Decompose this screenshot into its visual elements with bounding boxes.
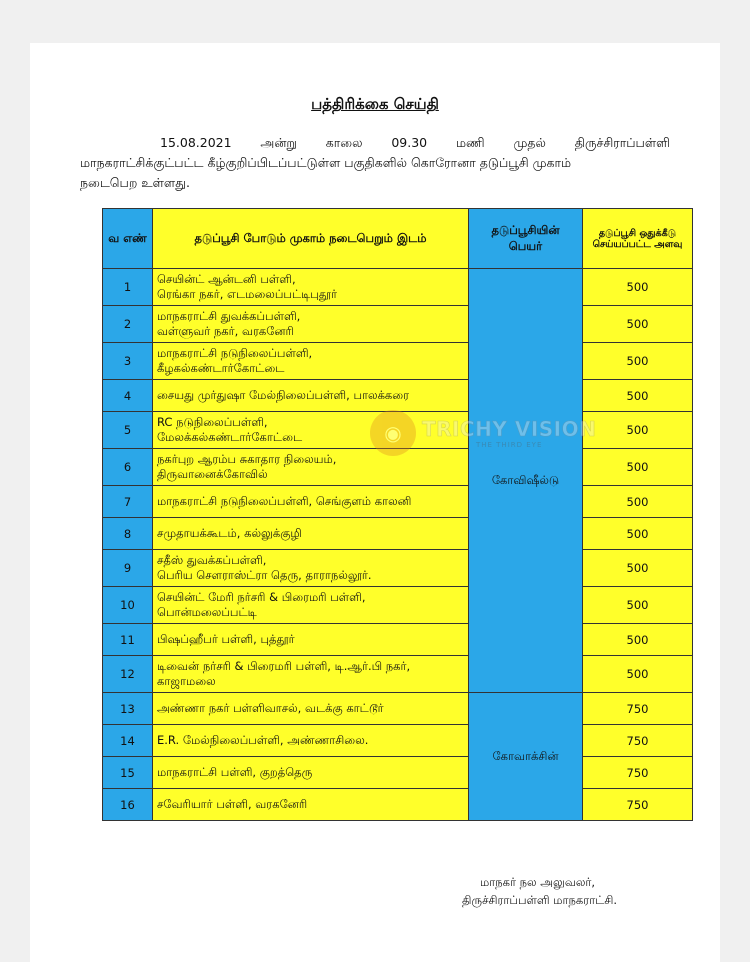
allocated-quantity-cell: 500 bbox=[583, 380, 693, 412]
header-camp-location: தடுப்பூசி போடும் முகாம் நடைபெறும் இடம் bbox=[153, 209, 469, 269]
camp-location-cell bbox=[153, 725, 469, 757]
serial-number-cell: 2 bbox=[103, 306, 153, 343]
table-row bbox=[103, 486, 693, 518]
table-header-row bbox=[103, 209, 693, 269]
location-line-2: ரெங்கா நகர், எடமலைப்பட்டிபுதூர் bbox=[157, 287, 337, 301]
camp-location-cell bbox=[153, 486, 469, 518]
camp-location-cell bbox=[153, 306, 469, 343]
table-row bbox=[103, 380, 693, 412]
allocated-quantity-cell: 500 bbox=[583, 550, 693, 587]
location-line-1: பிஷப்ஹீபர் பள்ளி, புத்தூர் bbox=[157, 632, 295, 646]
table-row bbox=[103, 624, 693, 656]
table-row bbox=[103, 725, 693, 757]
location-line-2: கீழகல்கண்டார்கோட்டை bbox=[157, 361, 285, 375]
location-line-1: டிவைன் நர்சரி & பிரைமரி பள்ளி, டி.ஆர்.பி நகர், bbox=[157, 659, 411, 673]
intro-word: காலை bbox=[325, 135, 363, 150]
location-line-2: பெரிய சௌராஸ்ட்ரா தெரு, தாராநல்லூர். bbox=[157, 568, 372, 582]
serial-number-cell: 14 bbox=[103, 725, 153, 757]
signature-block bbox=[462, 873, 617, 909]
camp-location-cell bbox=[153, 789, 469, 821]
table-row bbox=[103, 343, 693, 380]
camp-location-cell bbox=[153, 343, 469, 380]
header-vaccine-name: தடுப்பூசியின் பெயர் bbox=[469, 209, 583, 269]
table-row bbox=[103, 757, 693, 789]
serial-number-cell: 3 bbox=[103, 343, 153, 380]
table-row bbox=[103, 269, 693, 306]
location-line-1: RC நடுநிலைப்பள்ளி, bbox=[157, 415, 268, 429]
intro-line-1 bbox=[80, 133, 670, 153]
header-allocated-quantity: தடுப்பூசி ஒதுக்கீடு செய்யப்பட்ட அளவு bbox=[583, 209, 693, 269]
serial-number-cell: 16 bbox=[103, 789, 153, 821]
table-row bbox=[103, 587, 693, 624]
location-line-1: E.R. மேல்நிலைப்பள்ளி, அண்ணாசிலை. bbox=[157, 733, 369, 747]
camp-location-cell bbox=[153, 550, 469, 587]
location-line-1: நகர்புற ஆரம்ப சுகாதார நிலையம், bbox=[157, 452, 337, 466]
location-line-2: வள்ளுவர் நகர், வரகனேரி bbox=[157, 324, 294, 338]
table-row bbox=[103, 656, 693, 693]
allocated-quantity-cell: 500 bbox=[583, 343, 693, 380]
camp-location-cell bbox=[153, 518, 469, 550]
allocated-quantity-cell: 500 bbox=[583, 587, 693, 624]
intro-paragraph bbox=[80, 133, 670, 193]
location-line-1: மாநகராட்சி நடுநிலைப்பள்ளி, செங்குளம் காலனி bbox=[157, 494, 412, 508]
allocated-quantity-cell: 750 bbox=[583, 789, 693, 821]
vaccine-name-cell: கோவாக்சின் bbox=[469, 693, 583, 821]
allocated-quantity-cell: 500 bbox=[583, 269, 693, 306]
camp-location-cell bbox=[153, 624, 469, 656]
location-line-1: செயின்ட் மேரி நர்சரி & பிரைமரி பள்ளி, bbox=[157, 590, 366, 604]
camp-location-cell bbox=[153, 449, 469, 486]
table-row bbox=[103, 412, 693, 449]
location-line-1: மாநகராட்சி துவக்கப்பள்ளி, bbox=[157, 309, 301, 323]
location-line-2: திருவானைக்கோவில் bbox=[157, 467, 268, 481]
camp-location-cell bbox=[153, 587, 469, 624]
location-line-1: மாநகராட்சி நடுநிலைப்பள்ளி, bbox=[157, 346, 313, 360]
signature-designation: மாநகர் நல அலுவலர், bbox=[480, 875, 596, 889]
serial-number-cell: 11 bbox=[103, 624, 153, 656]
table-row bbox=[103, 449, 693, 486]
eye-logo-icon: ◉ bbox=[370, 410, 416, 456]
location-line-1: சையது முர்துஷா மேல்நிலைப்பள்ளி, பாலக்கரை bbox=[157, 388, 410, 402]
camp-location-cell bbox=[153, 269, 469, 306]
allocated-quantity-cell: 500 bbox=[583, 656, 693, 693]
camp-location-cell bbox=[153, 656, 469, 693]
table-row bbox=[103, 518, 693, 550]
table-row bbox=[103, 789, 693, 821]
table-row bbox=[103, 306, 693, 343]
signature-organization: திருச்சிராப்பள்ளி மாநகராட்சி. bbox=[462, 893, 618, 907]
allocated-quantity-cell: 500 bbox=[583, 518, 693, 550]
allocated-quantity-cell: 750 bbox=[583, 693, 693, 725]
camp-location-cell bbox=[153, 693, 469, 725]
serial-number-cell: 12 bbox=[103, 656, 153, 693]
camp-location-cell bbox=[153, 412, 469, 449]
table-row bbox=[103, 693, 693, 725]
intro-word: முதல் bbox=[513, 135, 546, 150]
serial-number-cell: 1 bbox=[103, 269, 153, 306]
camp-location-cell bbox=[153, 757, 469, 789]
table-row bbox=[103, 550, 693, 587]
allocated-quantity-cell: 500 bbox=[583, 306, 693, 343]
allocated-quantity-cell: 750 bbox=[583, 757, 693, 789]
serial-number-cell: 8 bbox=[103, 518, 153, 550]
intro-line-2: மாநகராட்சிக்குட்பட்ட கீழ்குறிப்பிடப்பட்டுள்ள பகுதிகளில் கொரோனா தடுப்பூசி முகாம் bbox=[80, 155, 572, 170]
location-line-1: சவேரியார் பள்ளி, வரகனேரி bbox=[157, 797, 308, 811]
location-line-1: சதீஸ் துவக்கப்பள்ளி, bbox=[157, 553, 267, 567]
location-line-1: மாநகராட்சி பள்ளி, குறத்தெரு bbox=[157, 765, 313, 779]
serial-number-cell: 4 bbox=[103, 380, 153, 412]
serial-number-cell: 13 bbox=[103, 693, 153, 725]
location-line-1: அண்ணா நகர் பள்ளிவாசல், வடக்கு காட்டூர் bbox=[157, 701, 384, 715]
allocated-quantity-cell: 500 bbox=[583, 449, 693, 486]
vaccine-name-cell: கோவிஷீல்டு bbox=[469, 269, 583, 693]
intro-word: திருச்சிராப்பள்ளி bbox=[574, 135, 670, 150]
intro-word: மணி bbox=[455, 135, 485, 150]
serial-number-cell: 5 bbox=[103, 412, 153, 449]
location-line-1: செயின்ட் ஆன்டனி பள்ளி, bbox=[157, 272, 296, 286]
intro-date: 15.08.2021 bbox=[160, 135, 232, 150]
intro-time: 09.30 bbox=[391, 135, 428, 150]
serial-number-cell: 9 bbox=[103, 550, 153, 587]
allocated-quantity-cell: 500 bbox=[583, 486, 693, 518]
serial-number-cell: 15 bbox=[103, 757, 153, 789]
document-page bbox=[30, 43, 720, 962]
vaccination-camp-table bbox=[102, 208, 693, 821]
watermark-brand: TRICHY VISION bbox=[422, 417, 597, 441]
intro-word: அன்று bbox=[260, 135, 297, 150]
allocated-quantity-cell: 750 bbox=[583, 725, 693, 757]
serial-number-cell: 10 bbox=[103, 587, 153, 624]
press-release-title: பத்திரிக்கை செய்தி bbox=[311, 95, 439, 113]
location-line-2: பொன்மலைப்பட்டி bbox=[157, 605, 257, 619]
location-line-2: மேலக்கல்கண்டார்கோட்டை bbox=[157, 430, 303, 444]
intro-line-3: நடைபெற உள்ளது. bbox=[80, 175, 191, 190]
camp-location-cell bbox=[153, 380, 469, 412]
watermark-tagline: THE THIRD EYE bbox=[475, 441, 543, 449]
location-line-1: சமுதாயக்கூடம், கல்லுக்குழி bbox=[157, 526, 302, 540]
serial-number-cell: 7 bbox=[103, 486, 153, 518]
serial-number-cell: 6 bbox=[103, 449, 153, 486]
location-line-2: காஜாமலை bbox=[157, 674, 216, 688]
header-serial-number: வ எண் bbox=[103, 209, 153, 269]
allocated-quantity-cell: 500 bbox=[583, 412, 693, 449]
allocated-quantity-cell: 500 bbox=[583, 624, 693, 656]
